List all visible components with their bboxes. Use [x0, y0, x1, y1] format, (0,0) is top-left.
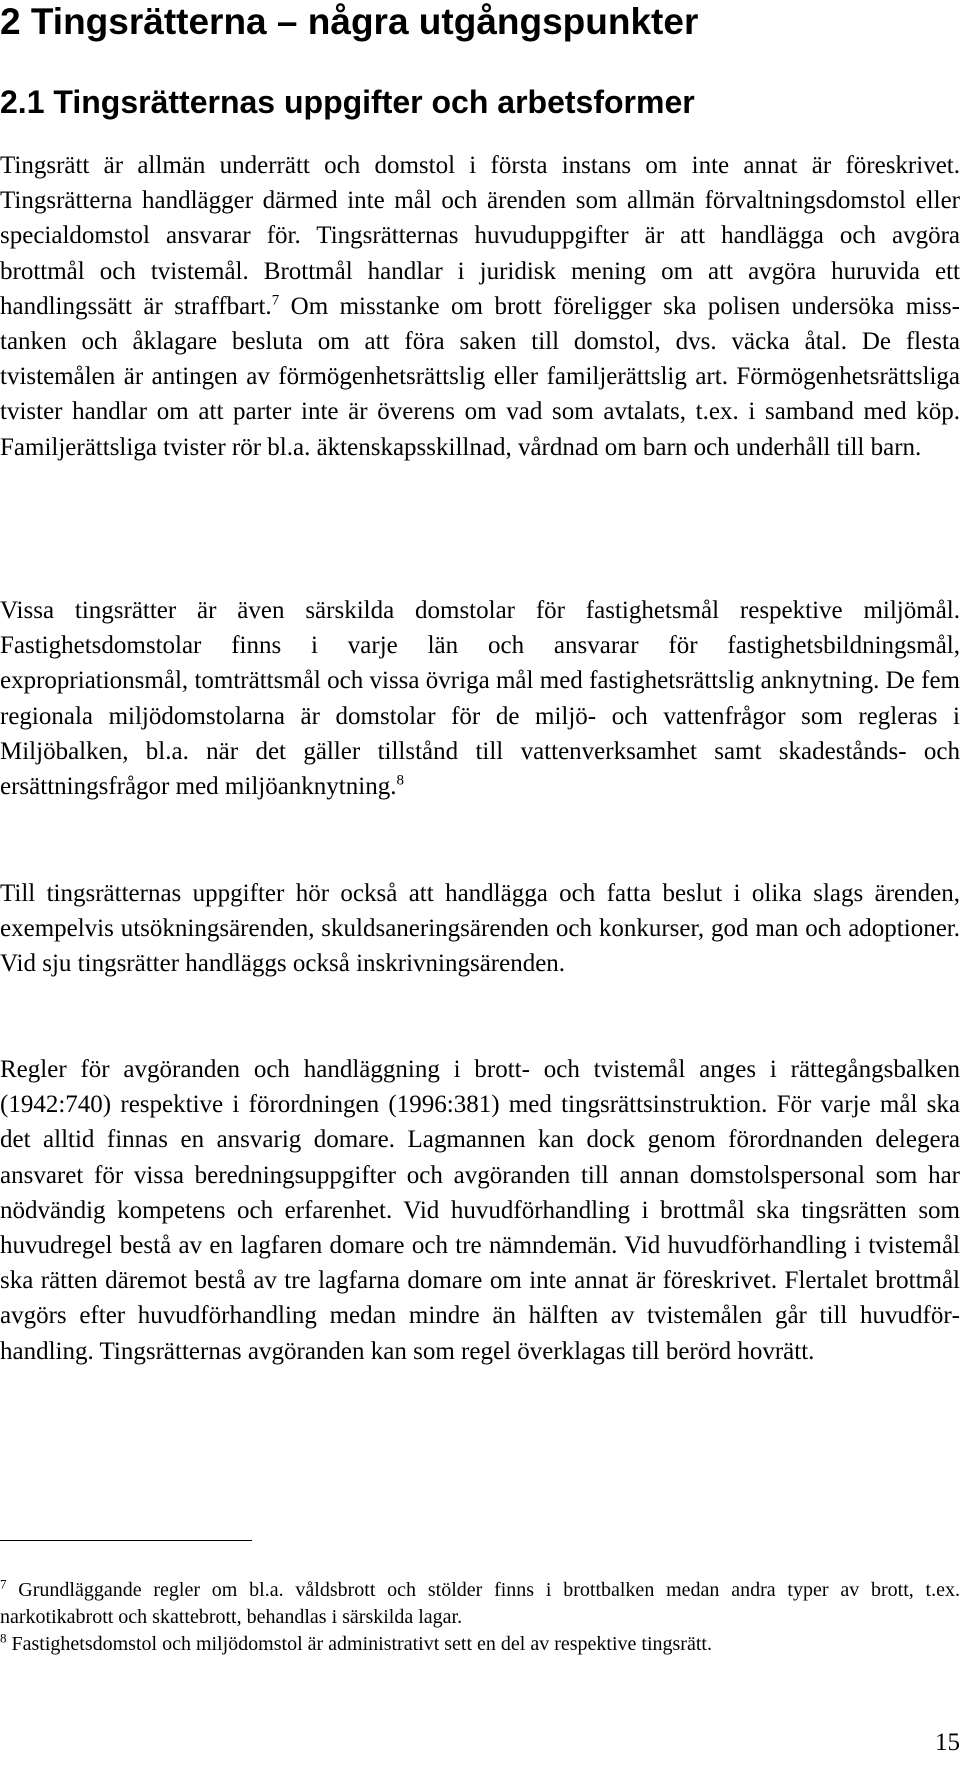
footnote-divider	[0, 1540, 252, 1541]
paragraph-3: Till tingsrätternas uppgifter hör också att handlägga och fatta beslut i olika slags ärenden, exempelvis utsökningsärenden, skuldsaneringsärenden och konkurser, god man och adoptioner. Vid sju tingsrätter handläggs också inskrivningsärenden.	[0, 880, 960, 978]
footnote-8-text: Fastighetsdomstol och miljödomstol är administrativt sett en del av respektive tingsrätt.	[6, 1633, 712, 1655]
chapter-heading: 2 Tingsrätterna – några utgångspunkter	[0, 1, 699, 42]
footnote-8	[0, 1631, 960, 1658]
footnote-ref-7[interactable]: 7	[271, 292, 280, 309]
footnote-7-text: Grundläggande regler om bl.a. våldsbrott och stölder finns i brottbalken medan andra typer av brott, t.ex. narkotikabrott och skattebrott, behandlas i särskilda lagar.	[0, 1579, 960, 1628]
paragraph-2	[0, 593, 960, 804]
footnote-ref-8[interactable]: 8	[396, 772, 404, 789]
paragraph-1-text-a: Tingsrätt är allmän underrätt och domstol i första instans om inte annat är föreskrivet. Tingsrätterna handlägger därmed inte mål och ärenden som allmän förvaltningsdomstol eller specialdomstol ansvarar för. Tingsrätternas huvuduppgifter är att handlägga och avgöra brottmål och tvistemål. Brottmål handlar i juridisk mening om att avgöra huruvida ett handlingssätt är straffbart.	[0, 152, 960, 320]
paragraph-2-text: Vissa tingsrätter är även särskilda domstolar för fastighetsmål respektive miljömål. Fastighetsdomstolar finns i varje län och ansvarar för fastighetsbildningsmål, expropriationsmål, tomträttsmål och vissa övriga mål med fastighetsrättslig anknytning. De fem regionala miljödomstolarna är domstolar för de miljö- och vattenfrågor som regleras i Miljöbalken, bl.a. när det gäller tillstånd till vattenverksamhet samt skadestånds- och ersättningsfrågor med miljöanknytning.	[0, 597, 960, 801]
footnote-7	[0, 1577, 960, 1631]
footnote-7-number: 7	[0, 1576, 7, 1592]
section-heading: 2.1 Tingsrätternas uppgifter och arbetsformer	[0, 84, 695, 120]
paragraph-1	[0, 148, 960, 465]
page-number: 15	[935, 1729, 960, 1756]
paragraph-4: Regler för avgöranden och handläggning i brott- och tvistemål anges i rättegångsbalken (1942:740) respektive i förordningen (1996:381) med tingsrättsinstruktion. För varje mål ska det alltid finnas en ansvarig domare. Lagmannen kan dock genom förordnanden delegera ansvaret för vissa beredningsuppgifter och avgöranden till annan domstolspersonal som har nödvändig kompetens och erfarenhet. Vid huvudförhandling i brottmål ska tingsrätten som huvudregel bestå av en lagfaren domare och tre nämndemän. Vid huvudförhandling i tvistemål ska rätten däremot bestå av tre lagfarna domare om inte annat är föreskrivet. Flertalet brottmål avgörs efter huvudförhandling medan mindre än hälften av tvistemålen går till huvudförhandling. Tingsrätternas avgöranden kan som regel överklagas till berörd hovrätt.	[0, 1056, 960, 1365]
footnote-8-number: 8	[0, 1630, 7, 1646]
paragraph-1-text-b: Om misstanke om brott föreligger ska polisen undersöka misstanken och åklagare besluta om att föra saken till domstol, dvs. väcka åtal. De flesta tvistemålen är antingen av förmögenhetsrättslig eller familjerättslig art. Förmögenhetsrättsliga tvister handlar om att parter inte är överens om vad som avtalats, t.ex. i samband med köp. Familjerättsliga tvister rör bl.a. äktenskapsskillnad, vårdnad om barn och underhåll till barn.	[0, 292, 960, 461]
